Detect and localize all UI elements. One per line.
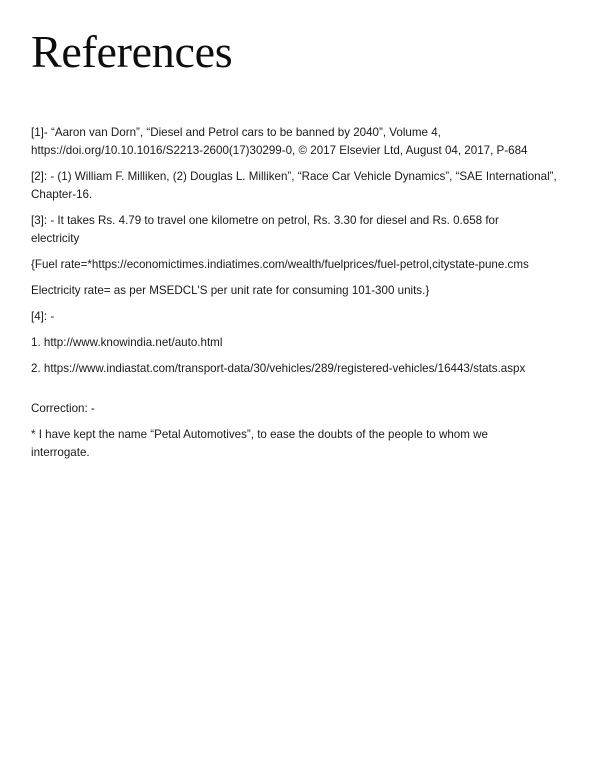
reference-1 <box>31 124 578 160</box>
reference-4-item-2: 2. https://www.indiastat.com/transport-data/30/vehicles/289/registered-vehicles/16443/stats.aspx <box>31 362 526 375</box>
correction-text: * I have kept the name “Petal Automotives”, to ease the doubts of the people to whom we interrogate. <box>31 428 488 459</box>
reference-2: [2]: - (1) William F. Milliken, (2) Douglas L. Milliken”, “Race Car Vehicle Dynamics”, “SAE International”, Chapter-16. <box>31 170 557 201</box>
reference-1-line-2: https://doi.org/10.10.1016/S2213-2600(17)30299-0, © 2017 Elsevier Ltd, August 04, 2017, P-684 <box>31 144 528 157</box>
reference-1-line-1: [1]- “Aaron van Dorn”, “Diesel and Petrol cars to be banned by 2040”, Volume 4, <box>31 126 441 139</box>
electricity-rate-note: Electricity rate= as per MSEDCL'S per unit rate for consuming 101-300 units.} <box>31 284 430 297</box>
references-body <box>31 124 578 470</box>
section-spacer <box>31 386 578 400</box>
reference-4-item-1: 1. http://www.knowindia.net/auto.html <box>31 336 223 349</box>
correction-heading: Correction: - <box>31 402 95 415</box>
reference-4-label: [4]: - <box>31 310 55 323</box>
page-title: References <box>31 26 233 77</box>
reference-3: [3]: - It takes Rs. 4.79 to travel one kilometre on petrol, Rs. 3.30 for diesel and Rs. 0.658 for electricity <box>31 214 499 245</box>
fuel-rate-note: {Fuel rate=*https://economictimes.indiatimes.com/wealth/fuelprices/fuel-petrol,citystate-pune.cms <box>31 258 529 271</box>
